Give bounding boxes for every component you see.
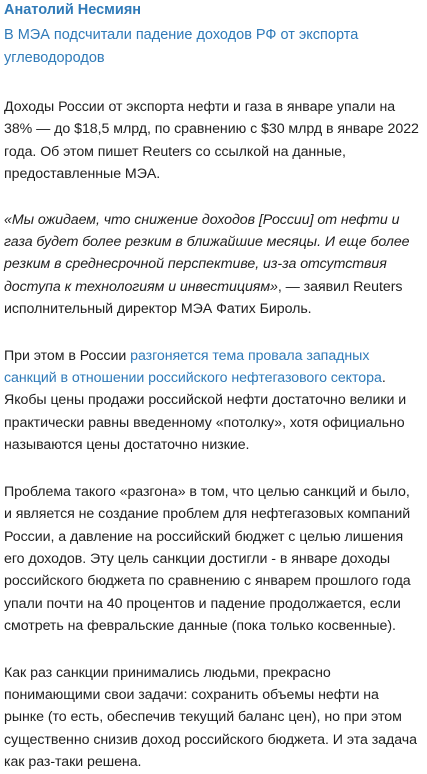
- paragraph-3-end: . Якобы цены продажи российской нефти достаточно велики и практически равны введенному «потолку», хотя официально называются цены достаточно низкие.: [4, 370, 407, 454]
- paragraph-4: Проблема такого «разгона» в том, что целью санкций и было, и является не создание проблем для нефтегазовых компаний России, а давление на российский бюджет с целью лишения его доходов. Эту цель санкции достигли - в январе доходы российского бюджета по сравнению с январем прошлого года упали почти на 40 процентов и падение продолжается, если смотреть на февральские данные (пока только косвенные).: [4, 483, 411, 635]
- reply-link-title[interactable]: В МЭА подсчитали падение доходов РФ от экспорта углеводородов: [4, 27, 359, 66]
- sanctions-link[interactable]: разгоняется тема провала западных санкций в отношении российского нефтегазового сектора: [4, 347, 382, 387]
- author-name[interactable]: Анатолий Несмиян: [4, 2, 142, 18]
- paragraph-2: [4, 209, 421, 321]
- quote-attribution: , — заявил Reuters исполнительный директор МЭА Фатих Бироль.: [4, 278, 403, 318]
- paragraph-5: Как раз санкции принимались людьми, прекрасно понимающими свои задачи: сохранить объемы нефти на рынке (то есть, обеспечив текущий баланс цен), но при этом существенно снизив доход российского бюджета. И эта задача как раз-таки решена.: [4, 664, 417, 771]
- paragraph-1: Доходы России от экспорта нефти и газа в январе упали на 38% — до $18,5 млрд, по сравнению с $30 млрд в январе 2022 года. Об этом пишет Reuters со ссылкой на данные, предоставленные МЭА.: [4, 99, 419, 183]
- paragraph-3-start: При этом в России: [4, 347, 131, 364]
- quote-text: «Мы ожидаем, что снижение доходов [России] от нефти и газа будет более резким в ближайшие месяцы. И еще более резким в среднесрочной перспективе, из-за отсутствия доступа к технологиям и инвестициям»: [4, 211, 410, 295]
- paragraph-3: [4, 345, 421, 457]
